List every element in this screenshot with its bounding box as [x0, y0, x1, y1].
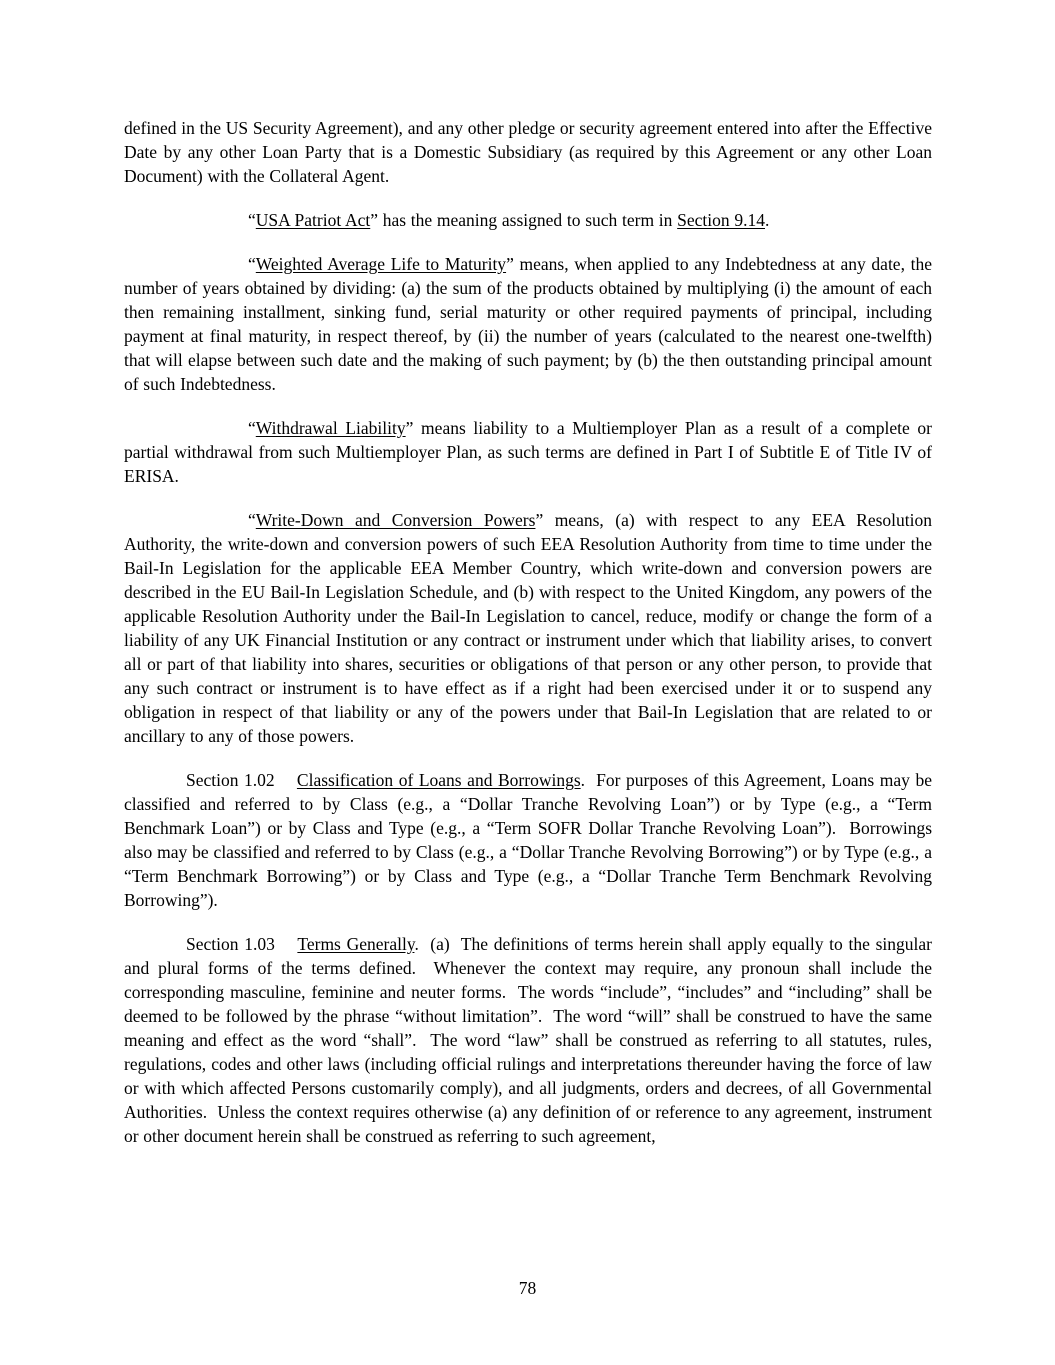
defined-term: Terms Generally — [297, 934, 415, 954]
text-segment: “ — [248, 510, 256, 530]
text-segment: Section 1.03 — [186, 934, 298, 954]
defined-term: Weighted Average Life to Maturity — [255, 254, 507, 274]
text-segment: . — [765, 210, 770, 230]
text-segment: ” means, when applied to any Indebtedness at any date, the number of years obtained by dividing: (a) the sum of the products obtained by multiplying (i) the amount of each then remaining installment, sinking fund, serial maturity or other required payments of principal, including payment at final maturity, in respect thereof, by (ii) the number of years (calculated to the nearest one-twelfth) that will elapse between such date and the making of such payment; by (b) the then outstanding principal amount of such Indebtedness. — [124, 254, 932, 394]
text-segment: Section 1.02 — [186, 770, 297, 790]
paragraph — [124, 208, 932, 232]
defined-term: Write-Down and Conversion Powers — [255, 510, 536, 530]
page-number: 78 — [518, 1278, 537, 1298]
paragraph — [124, 416, 932, 488]
defined-term: Section 9.14 — [677, 210, 765, 230]
text-segment: ” has the meaning assigned to such term in — [370, 210, 678, 230]
text-segment: “ — [248, 254, 256, 274]
text-segment: defined in the US Security Agreement), and any other pledge or security agreement entered into after the Effective Date by any other Loan Party that is a Domestic Subsidiary (as required by this Agreement or any other Loan Document) with the Collateral Agent. — [124, 118, 932, 186]
text-segment: ” means, (a) with respect to any EEA Resolution Authority, the write-down and conversion powers of such EEA Resolution Authority from time to time under the Bail-In Legislation for the applicable EEA Member Country, which write-down and conversion powers are described in the EU Bail-In Legislation Schedule, and (b) with respect to the United Kingdom, any powers of the applicable Resolution Authority under the Bail-In Legislation to cancel, reduce, modify or change the form of a liability of any UK Financial Institution or any contract or instrument under which that liability arises, to convert all or part of that liability into shares, securities or obligations of that person or any other person, to provide that any such contract or instrument is to have effect as if a right had been exercised under it or to suspend any obligation in respect of that liability or any of the powers under that Bail-In Legislation that are related to or ancillary to any of those powers. — [124, 510, 932, 746]
text-segment: . (a) The definitions of terms herein shall apply equally to the singular and plural forms of the terms defined. Whenever the context may require, any pronoun shall include the corresponding masculine, feminine and neuter forms. The words “include”, “includes” and “including” shall be deemed to be followed by the phrase “without limitation”. The word “will” shall be construed to have the same meaning and effect as the word “shall”. The word “law” shall be construed as referring to all statutes, rules, regulations, codes and other laws (including official rulings and interpretations thereunder having the force of law or with which affected Persons customarily comply), and all judgments, orders and decrees, of all Governmental Authorities. Unless the context requires otherwise (a) any definition of or reference to any agreement, instrument or other document herein shall be construed as referring to such agreement, — [124, 934, 932, 1146]
text-segment: . For purposes of this Agreement, Loans may be classified and referred to by Class (e.g., a “Dollar Tranche Revolving Loan”) or by Type (e.g., a “Term Benchmark Loan”) or by Class and Type (e.g., a “Term SOFR Dollar Tranche Revolving Loan”). Borrowings also may be classified and referred to by Class (e.g., a “Dollar Tranche Revolving Borrowing”) or by Type (e.g., a “Term Benchmark Borrowing”) or by Class and Type (e.g., a “Dollar Tranche Term Benchmark Revolving Borrowing”). — [124, 770, 932, 910]
paragraph — [124, 116, 932, 188]
defined-term: USA Patriot Act — [255, 210, 371, 230]
text-segment: “ — [248, 210, 256, 230]
defined-term: Classification of Loans and Borrowings — [296, 770, 581, 790]
paragraph — [124, 508, 932, 748]
paragraph — [124, 252, 932, 396]
paragraph — [124, 768, 932, 912]
paragraph — [124, 932, 932, 1148]
document-body — [124, 116, 932, 1168]
defined-term: Withdrawal Liability — [255, 418, 406, 438]
text-segment: “ — [248, 418, 256, 438]
text-segment: ” means liability to a Multiemployer Plan as a result of a complete or partial withdrawal from such Multiemployer Plan, as such terms are defined in Part I of Subtitle E of Title IV of ERISA. — [124, 418, 932, 486]
